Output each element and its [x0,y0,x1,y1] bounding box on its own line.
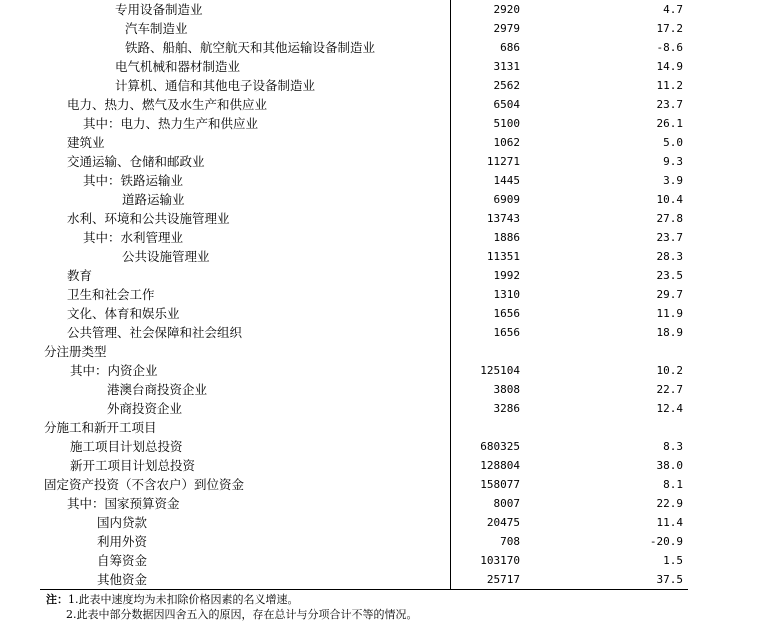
row-growth [526,418,683,437]
table-row [40,266,688,285]
row-value: 2979 [493,22,520,35]
row-growth: 10.2 [656,364,683,377]
table-row [40,152,688,171]
table-row [40,247,688,266]
table-row [40,361,688,380]
row-value: 680325 [480,440,520,453]
row-value: 1992 [493,269,520,282]
table-row [40,551,688,570]
row-label: 文化、体育和娱乐业 [67,306,180,321]
table-bottom-border [40,589,688,590]
row-growth: 8.3 [663,440,683,453]
row-label: 分施工和新开工项目 [44,420,157,435]
row-value: 20475 [486,516,520,529]
row-growth: 14.9 [656,60,683,73]
table-row [40,323,688,342]
row-value: 3131 [493,60,520,73]
row-label: 公共管理、社会保障和社会组织 [67,325,243,340]
table-row [40,209,688,228]
row-value: 1886 [493,231,520,244]
row-growth: 38.0 [656,459,683,472]
row-growth: 23.5 [656,269,683,282]
row-growth: 29.7 [656,288,683,301]
row-growth: 5.0 [663,136,683,149]
row-value: 8007 [493,497,520,510]
row-label: 电气机械和器材制造业 [115,59,241,74]
row-value [434,342,520,361]
row-growth: 37.5 [656,573,683,586]
row-growth: 26.1 [656,117,683,130]
table-row [40,456,688,475]
row-value: 11351 [486,250,520,263]
table-row [40,228,688,247]
row-label: 电力、热力、燃气及水生产和供应业 [67,97,268,112]
row-label: 卫生和社会工作 [67,287,155,302]
table-row [40,513,688,532]
row-value: 25717 [486,573,520,586]
row-label: 自筹资金 [97,553,148,568]
table-row [40,399,688,418]
row-value: 708 [500,535,520,548]
row-value: 1310 [493,288,520,301]
table-row [40,380,688,399]
row-value: 103170 [480,554,520,567]
table-row [40,19,688,38]
row-label: 其他资金 [97,572,148,587]
row-growth: 9.3 [663,155,683,168]
table-row [40,304,688,323]
row-label: 港澳台商投资企业 [107,382,208,397]
row-growth: -8.6 [656,41,683,54]
row-growth: 23.7 [656,231,683,244]
row-value: 1062 [493,136,520,149]
row-value: 1445 [493,174,520,187]
row-value: 2562 [493,79,520,92]
row-label: 公共设施管理业 [122,249,210,264]
row-value: 128804 [480,459,520,472]
row-label: 分注册类型 [44,344,107,359]
table-row [40,342,688,361]
row-growth: 3.9 [663,174,683,187]
row-value: 11271 [486,155,520,168]
row-label: 其中：电力、热力生产和供应业 [83,116,259,131]
row-label: 道路运输业 [122,192,185,207]
row-growth: 1.5 [663,554,683,567]
row-label: 专用设备制造业 [115,2,203,17]
row-value: 6909 [493,193,520,206]
row-value: 158077 [480,478,520,491]
row-growth: 22.9 [656,497,683,510]
row-label: 固定资产投资（不含农户）到位资金 [44,477,245,492]
row-growth [526,342,683,361]
table-row [40,532,688,551]
row-growth: 11.2 [656,79,683,92]
row-value: 2920 [493,3,520,16]
table-row [40,0,688,19]
row-label: 其中：国家预算资金 [67,496,180,511]
row-value: 13743 [486,212,520,225]
row-value: 125104 [480,364,520,377]
table-row [40,418,688,437]
table-row [40,285,688,304]
note-text-1: 1.此表中速度均为未扣除价格因素的名义增速。 [68,593,299,606]
row-value: 3286 [493,402,520,415]
table-row [40,95,688,114]
row-value: 1656 [493,326,520,339]
row-label: 其中：内资企业 [70,363,158,378]
table-row [40,494,688,513]
row-value: 1656 [493,307,520,320]
table-row [40,171,688,190]
row-growth: 8.1 [663,478,683,491]
row-label: 新开工项目计划总投资 [70,458,196,473]
table-row [40,57,688,76]
row-growth: 22.7 [656,383,683,396]
row-growth: 28.3 [656,250,683,263]
row-label: 国内贷款 [97,515,148,530]
row-growth: 10.4 [656,193,683,206]
row-growth: 17.2 [656,22,683,35]
row-growth: 23.7 [656,98,683,111]
row-label: 铁路、船舶、航空航天和其他运输设备制造业 [125,40,376,55]
row-label: 计算机、通信和其他电子设备制造业 [115,78,316,93]
row-label: 其中：水利管理业 [83,230,184,245]
table-row [40,114,688,133]
row-growth: 11.9 [656,307,683,320]
row-label: 施工项目计划总投资 [70,439,183,454]
note-line-1 [46,592,299,608]
table-row [40,190,688,209]
note-label: 注： [46,593,68,606]
row-label: 教育 [67,268,93,283]
row-growth: -20.9 [649,535,683,548]
row-label: 建筑业 [67,135,105,150]
row-value: 6504 [493,98,520,111]
note-line-2 [66,607,418,623]
row-growth: 11.4 [656,516,683,529]
row-growth: 27.8 [656,212,683,225]
row-growth: 4.7 [663,3,683,16]
row-label: 其中：铁路运输业 [83,173,184,188]
table-row [40,570,688,589]
table-row [40,133,688,152]
row-value: 686 [500,41,520,54]
row-value: 5100 [493,117,520,130]
note-text-2: 2.此表中部分数据因四舍五入的原因，存在总计与分项合计不等的情况。 [66,608,418,621]
row-label: 汽车制造业 [125,21,188,36]
row-growth: 18.9 [656,326,683,339]
row-growth: 12.4 [656,402,683,415]
table-row [40,475,688,494]
row-label: 水利、环境和公共设施管理业 [67,211,230,226]
row-value: 3808 [493,383,520,396]
row-label: 利用外资 [97,534,148,549]
row-value [434,418,520,437]
table-row [40,76,688,95]
table-row [40,38,688,57]
row-label: 交通运输、仓储和邮政业 [67,154,205,169]
row-label: 外商投资企业 [107,401,183,416]
table-row [40,437,688,456]
